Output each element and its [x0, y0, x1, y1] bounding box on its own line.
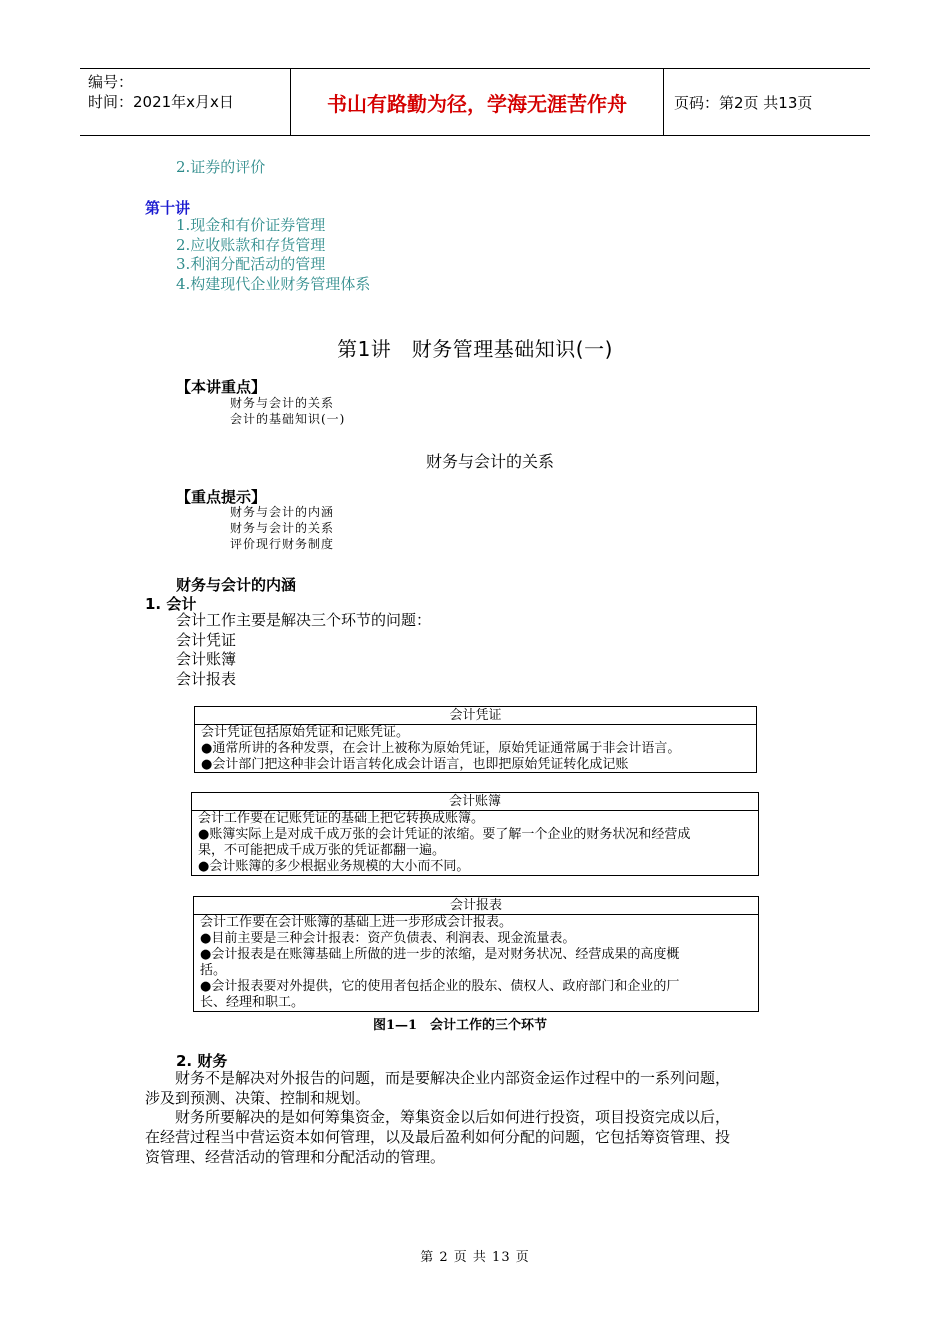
box-line: ●目前主要是三种会计报表：资产负债表、利润表、现金流量表。: [200, 931, 576, 946]
box-line: ●会计报表要对外提供，它的使用者包括企业的股东、债权人、政府部门和企业的厂: [200, 979, 680, 994]
box-line: 括。: [200, 963, 227, 978]
page-header: [80, 68, 870, 136]
para-line: 财务不是解决对外报告的问题，而是要解决企业内部资金运作过程中的一系列问题，: [145, 1069, 731, 1087]
box-title: 会计报表: [194, 897, 758, 915]
accounting-head: 1. 会计: [145, 595, 197, 613]
box-line: ●会计报表是在账簿基础上所做的进一步的浓缩，是对财务状况、经营成果的高度概: [200, 947, 680, 962]
tips-list: [230, 504, 334, 552]
section-title: 财务与会计的关系: [425, 452, 554, 471]
toc-lecture10-list: [176, 216, 370, 294]
time-label: 时间：2021年x月x日: [88, 93, 234, 111]
toc-lecture10-title: 第十讲: [145, 199, 191, 217]
tips-label: 【重点提示】: [176, 488, 267, 506]
box-line: ●通常所讲的各种发票，在会计上被称为原始凭证，原始凭证通常属于非会计语言。: [201, 741, 681, 756]
lecture-title: 第1讲 财务管理基础知识(一): [337, 337, 613, 361]
header-meta: [80, 69, 290, 135]
box-line: 会计凭证包括原始凭证和记账凭证。: [201, 725, 410, 740]
finance-para1: [145, 1068, 825, 1108]
toc-item: 2.应收账款和存货管理: [176, 235, 326, 254]
tips-item: 评价现行财务制度: [230, 537, 335, 551]
finance-para2: [145, 1107, 825, 1167]
para-line: 涉及到预测、决策、控制和规划。: [145, 1089, 371, 1107]
box-title: 会计凭证: [195, 707, 756, 725]
accounting-link: 会计账簿: [176, 650, 237, 668]
box-line: 长、经理和职工。: [200, 995, 305, 1010]
toc-item: 4.构建现代企业财务管理体系: [176, 274, 371, 293]
accounting-intro-block: [176, 611, 431, 689]
page-footer: 第 2 页 共 13 页: [420, 1250, 530, 1265]
finance-head: 2. 财务: [176, 1052, 228, 1070]
focus-list: [230, 395, 345, 427]
box-line: 果，不可能把成千成万张的凭证都翻一遍。: [198, 843, 446, 858]
para-line: 资管理、经营活动的管理和分配活动的管理。: [145, 1148, 446, 1166]
toc-item: 1.现金和有价证券管理: [176, 216, 326, 234]
figure-caption: 图1—1 会计工作的三个环节: [372, 1018, 548, 1033]
focus-item: 会计的基础知识(一): [230, 412, 346, 426]
header-motto: 书山有路勤为径，学海无涯苦作舟: [290, 69, 664, 135]
focus-item: 财务与会计的关系: [230, 396, 335, 410]
box-line: ●会计部门把这种非会计语言转化成会计语言，也即把原始凭证转化成记账: [201, 757, 629, 772]
number-label: 编号：: [88, 73, 134, 91]
para-line: 在经营过程当中营运资本如何管理，以及最后盈利如何分配的问题，它包括筹资管理、投: [145, 1128, 731, 1146]
box-line: ●会计账簿的多少根据业务规模的大小而不同。: [198, 859, 470, 874]
header-page-info: 页码：第2页 共13页: [674, 93, 813, 112]
toc-prev-item: 2.证券的评价: [176, 158, 266, 176]
box-title: 会计账簿: [192, 793, 758, 811]
accounting-intro: 会计工作主要是解决三个环节的问题：: [176, 611, 432, 629]
box-line: 会计工作要在会计账簿的基础上进一步形成会计报表。: [200, 915, 513, 930]
tips-item: 财务与会计的内涵: [230, 505, 335, 519]
subhead: 财务与会计的内涵: [176, 576, 297, 594]
tips-item: 财务与会计的关系: [230, 521, 335, 535]
box-report: [193, 896, 759, 1012]
focus-label: 【本讲重点】: [176, 378, 267, 396]
toc-item: 3.利润分配活动的管理: [176, 255, 326, 273]
box-ledger: [191, 792, 759, 876]
box-line: ●账簿实际上是对成千成万张的会计凭证的浓缩。要了解一个企业的财务状况和经营成: [198, 827, 691, 842]
accounting-link: 会计报表: [176, 669, 237, 688]
box-line: 会计工作要在记账凭证的基础上把它转换成账簿。: [198, 811, 485, 826]
box-voucher: [194, 706, 757, 773]
accounting-link: 会计凭证: [176, 630, 237, 649]
para-line: 财务所要解决的是如何筹集资金，筹集资金以后如何进行投资，项目投资完成以后，: [145, 1108, 731, 1126]
